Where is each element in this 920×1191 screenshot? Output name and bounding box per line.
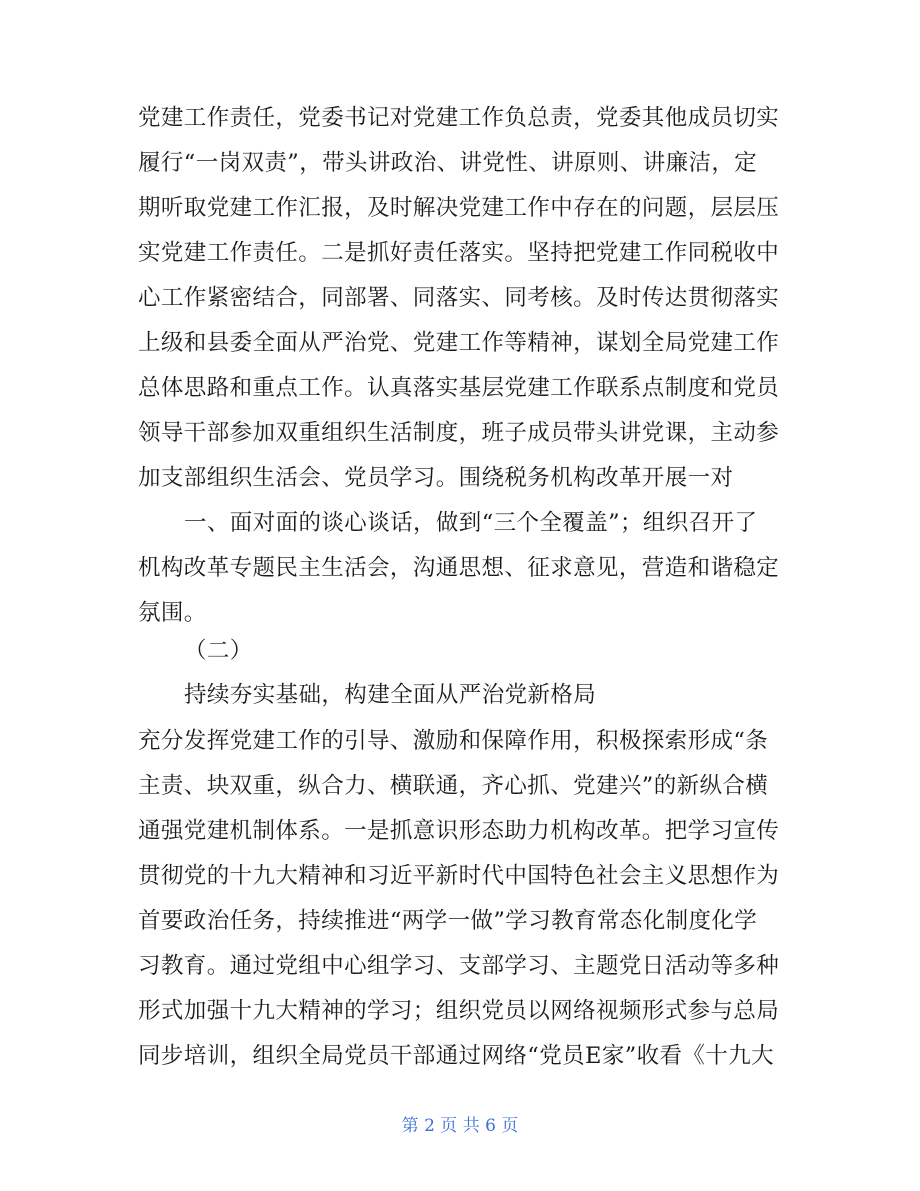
text-line: 实党建工作责任。二是抓好责任落实。坚持把党建工作同税收中	[138, 240, 780, 266]
text-line: 总体思路和重点工作。认真落实基层党建工作联系点制度和党员	[138, 375, 780, 401]
text-line: 贯彻党的十九大精神和习近平新时代中国特色社会主义思想作为	[138, 863, 780, 889]
text-line: 加支部组织生活会、党员学习。围绕税务机构改革开展一对	[138, 465, 734, 491]
section-number: （二）	[184, 638, 253, 664]
text-line: 机构改革专题民主生活会，沟通思想、征求意见，营造和谐稳定	[138, 555, 780, 581]
text-line: 领导干部参加双重组织生活制度，班子成员带头讲党课，主动参	[138, 420, 780, 446]
text-line: 同步培训，组织全局党员干部通过网络“党员E家”收看《十九大	[138, 1043, 775, 1069]
text-line: 上级和县委全面从严治党、党建工作等精神，谋划全局党建工作	[138, 330, 780, 356]
text-line: 通强党建机制体系。一是抓意识形态助力机构改革。把学习宣传	[138, 818, 780, 844]
text-line: 形式加强十九大精神的学习；组织党员以网络视频形式参与总局	[138, 998, 780, 1024]
text-line: 履行“一岗双责”，带头讲政治、讲党性、讲原则、讲廉洁，定	[138, 150, 758, 176]
text-line: 氛围。	[138, 600, 207, 626]
section-heading: 持续夯实基础，构建全面从严治党新格局	[184, 682, 597, 708]
text-line: 主责、块双重，纵合力、横联通，齐心抓、党建兴”的新纵合横	[138, 773, 769, 799]
text-line: 充分发挥党建工作的引导、激励和保障作用，积极探索形成“条	[138, 728, 769, 754]
text-line: 心工作紧密结合，同部署、同落实、同考核。及时传达贯彻落实	[138, 285, 780, 311]
text-line: 首要政治任务，持续推进“两学一做”学习教育常态化制度化学	[138, 908, 758, 934]
text-line: 党建工作责任，党委书记对党建工作负总责，党委其他成员切实	[138, 105, 780, 131]
text-line: 一、面对面的谈心谈话，做到“三个全覆盖”；组织召开了	[184, 510, 758, 536]
text-line: 习教育。通过党组中心组学习、支部学习、主题党日活动等多种	[138, 953, 780, 979]
text-line: 期听取党建工作汇报，及时解决党建工作中存在的问题，层层压	[138, 195, 780, 221]
page-number-footer: 第 2 页 共 6 页	[401, 1116, 519, 1136]
